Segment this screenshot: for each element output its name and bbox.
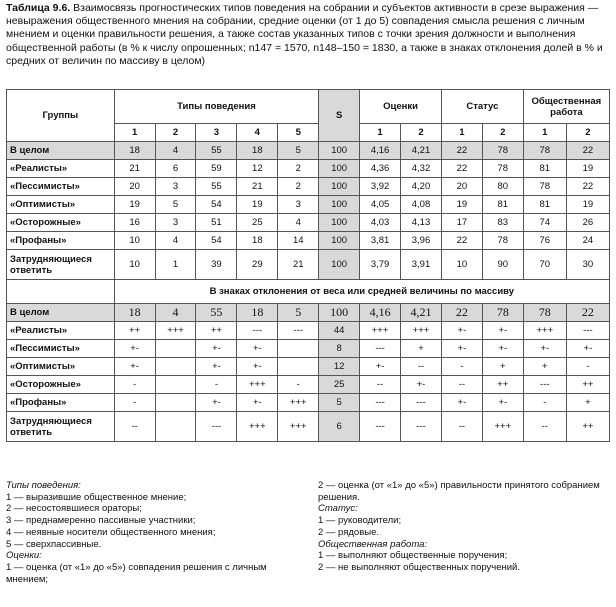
table-cell: +-	[196, 340, 237, 358]
note-line: решения.	[318, 491, 360, 503]
header-row	[7, 90, 610, 124]
table-row	[7, 160, 610, 178]
table-cell: 5	[278, 304, 319, 322]
table-row	[7, 250, 610, 280]
section-title-row	[7, 280, 610, 304]
table-cell: --	[114, 412, 155, 442]
table-cell: 4,21	[401, 304, 442, 322]
header-number: 2	[566, 124, 609, 142]
table-cell: 4	[155, 304, 196, 322]
header-number: 1	[523, 124, 566, 142]
table-cell	[278, 358, 319, 376]
table-cell: -	[196, 376, 237, 394]
row-label: «Пессимисты»	[7, 178, 115, 196]
table-cell: 55	[196, 142, 237, 160]
table-cell: 18	[114, 142, 155, 160]
caption-text: Взаимосвязь прогностических типов поведения на собрании и субъектов активности в срезе выражения — невыражения общественного мнения на собрании, средние оценки (от 1 до 5) совпадения смысла решения с личным мнением и оценки правильности решения, а также состав указанных типов с точки зрения должности и выполнения общественной работы (в % к числу опрошенных; n147 = 1570, n148–150 = 1830, а также в знаках отклонения долей в % и средних от величин по массиву в целом)	[6, 2, 603, 67]
table-cell: ---	[237, 322, 278, 340]
section-title: В знаках отклонения от веса или средней величины по массиву	[114, 280, 609, 304]
table-cell: 4	[155, 142, 196, 160]
table-cell: +	[566, 394, 609, 412]
table-cell: 4,03	[360, 214, 401, 232]
header-ratings: Оценки	[360, 90, 442, 124]
table-cell: +-	[237, 394, 278, 412]
table-cell: 21	[278, 250, 319, 280]
table-cell: +-	[114, 358, 155, 376]
table-cell: 4	[155, 232, 196, 250]
header-number: 1	[360, 124, 401, 142]
table-cell: +++	[278, 412, 319, 442]
note-line: Оценки:	[6, 550, 42, 562]
table-cell: +++	[360, 322, 401, 340]
table-cell: ---	[196, 412, 237, 442]
table-cell: 54	[196, 196, 237, 214]
table-cell: 2	[278, 178, 319, 196]
row-label: «Оптимисты»	[7, 196, 115, 214]
note-line: 2 — рядовые.	[318, 526, 380, 538]
table-cell: 22	[566, 178, 609, 196]
table-cell: 76	[523, 232, 566, 250]
table-cell: --	[360, 376, 401, 394]
table-cell: 59	[196, 160, 237, 178]
table-cell: 5	[155, 196, 196, 214]
header-number: 2	[482, 124, 523, 142]
note-line: 2 — не выполняют общественных поручений.	[318, 561, 521, 573]
table-cell: 80	[482, 178, 523, 196]
table-cell: +-	[482, 322, 523, 340]
table-cell: -	[114, 376, 155, 394]
note-line: 5 — сверхпассивные.	[6, 538, 102, 550]
note-line: 3 — преднамеренно пассивные участники;	[6, 515, 196, 527]
table-cell: +++	[401, 322, 442, 340]
table-row	[7, 214, 610, 232]
row-label: «Пессимисты»	[7, 340, 115, 358]
table-cell: +-	[196, 358, 237, 376]
table-row	[7, 322, 610, 340]
table-cell: 16	[114, 214, 155, 232]
table-caption	[6, 2, 610, 68]
row-label: В целом	[7, 142, 115, 160]
table-cell: 14	[278, 232, 319, 250]
table-cell: 21	[237, 178, 278, 196]
header-number: 4	[237, 124, 278, 142]
header-number: 1	[441, 124, 482, 142]
header-s: S	[319, 90, 360, 142]
table-cell: 44	[319, 322, 360, 340]
table-cell: 81	[482, 196, 523, 214]
table-cell: 4,16	[360, 304, 401, 322]
row-label: В целом	[7, 304, 115, 322]
table-cell: 4,16	[360, 142, 401, 160]
table-cell: 21	[114, 160, 155, 178]
table-cell: 83	[482, 214, 523, 232]
table-cell: 54	[196, 232, 237, 250]
table-cell: 78	[482, 232, 523, 250]
table-cell: 8	[319, 340, 360, 358]
table-cell: ++	[566, 412, 609, 442]
note-line: 1 — выполняют общественные поручения;	[318, 550, 508, 562]
row-label: «Профаны»	[7, 394, 115, 412]
table-cell: 22	[566, 304, 609, 322]
notes-right	[318, 480, 600, 574]
table-cell: --	[523, 412, 566, 442]
table-cell: +-	[523, 340, 566, 358]
row-label: «Профаны»	[7, 232, 115, 250]
table-cell: 22	[441, 304, 482, 322]
note-line: 1 — оценка (от «1» до «5») совпадения решения с личным	[6, 561, 267, 573]
table-cell: +++	[237, 376, 278, 394]
table-cell	[155, 376, 196, 394]
row-label: «Оптимисты»	[7, 358, 115, 376]
table-cell: +-	[482, 340, 523, 358]
table-cell: +-	[237, 340, 278, 358]
table-cell: 100	[319, 214, 360, 232]
table-cell: 5	[278, 142, 319, 160]
note-line: Статус:	[318, 503, 358, 515]
table-cell: 100	[319, 178, 360, 196]
note-line: 4 — неявные носители общественного мнения;	[6, 526, 216, 538]
table-cell: 26	[566, 214, 609, 232]
table-cell: 78	[482, 142, 523, 160]
table-cell: 19	[237, 196, 278, 214]
table-cell: 100	[319, 196, 360, 214]
table-cell: +-	[482, 394, 523, 412]
table-cell: 70	[523, 250, 566, 280]
table-cell: 3	[155, 214, 196, 232]
table-cell: 78	[523, 304, 566, 322]
caption-label: Таблица 9.6.	[6, 2, 71, 14]
table-cell: 78	[482, 160, 523, 178]
table-cell: 24	[566, 232, 609, 250]
table-cell: 6	[319, 412, 360, 442]
table-cell: 81	[523, 160, 566, 178]
table-cell: +-	[237, 358, 278, 376]
header-groups: Группы	[7, 90, 115, 142]
table-cell: ---	[278, 322, 319, 340]
table-cell: 22	[441, 232, 482, 250]
table-cell: +-	[360, 358, 401, 376]
table-cell: +++	[278, 394, 319, 412]
table-cell: 100	[319, 142, 360, 160]
table-cell: 30	[566, 250, 609, 280]
table-cell: 100	[319, 232, 360, 250]
table-row	[7, 196, 610, 214]
table-cell: --	[441, 412, 482, 442]
notes-left	[6, 480, 267, 585]
table-cell: 18	[237, 232, 278, 250]
table-cell: 12	[237, 160, 278, 178]
table-cell: +++	[155, 322, 196, 340]
table-row	[7, 358, 610, 376]
table-cell: 1	[155, 250, 196, 280]
table-cell: 20	[441, 178, 482, 196]
table-cell: 3,91	[401, 250, 442, 280]
table-cell: 3	[155, 178, 196, 196]
table-cell: -	[441, 358, 482, 376]
table-cell: 18	[237, 142, 278, 160]
table-cell: 100	[319, 250, 360, 280]
header-number: 5	[278, 124, 319, 142]
section-spacer	[7, 280, 115, 304]
table-cell: 22	[441, 160, 482, 178]
header-types: Типы поведения	[114, 90, 319, 124]
table-cell: 55	[196, 304, 237, 322]
table-cell: 4,36	[360, 160, 401, 178]
note-line: Общественная работа:	[318, 538, 428, 550]
table-cell: ++	[114, 322, 155, 340]
table-cell: 51	[196, 214, 237, 232]
table-row	[7, 232, 610, 250]
table-cell: 3,96	[401, 232, 442, 250]
table-cell: 19	[441, 196, 482, 214]
table-cell: +++	[237, 412, 278, 442]
table-cell: --	[401, 358, 442, 376]
header-number: 3	[196, 124, 237, 142]
table-cell: +-	[441, 322, 482, 340]
data-table	[6, 89, 610, 442]
table-cell: +-	[401, 376, 442, 394]
table-cell: 22	[441, 142, 482, 160]
table-cell: 19	[566, 160, 609, 178]
table-cell: +-	[114, 340, 155, 358]
table-cell: 3	[278, 196, 319, 214]
table-cell: +++	[482, 412, 523, 442]
table-cell: 39	[196, 250, 237, 280]
table-cell: 10	[114, 250, 155, 280]
table-cell	[155, 394, 196, 412]
table-cell: +	[401, 340, 442, 358]
table-cell: 18	[114, 304, 155, 322]
table-cell	[155, 340, 196, 358]
note-line: Типы поведения:	[6, 480, 81, 491]
table-cell: 18	[237, 304, 278, 322]
table-cell: +	[523, 358, 566, 376]
table-cell: ++	[566, 376, 609, 394]
table-cell: -	[114, 394, 155, 412]
row-label: «Осторожные»	[7, 376, 115, 394]
table-cell: 6	[155, 160, 196, 178]
row-label: «Осторожные»	[7, 214, 115, 232]
header-status: Статус	[441, 90, 523, 124]
table-cell: 10	[441, 250, 482, 280]
table-row	[7, 394, 610, 412]
note-line: 1 — руководители;	[318, 515, 402, 527]
note-line: мнением;	[6, 573, 49, 585]
table-cell: 4,08	[401, 196, 442, 214]
table-cell: +++	[523, 322, 566, 340]
table-cell: 22	[566, 142, 609, 160]
table-cell: 20	[114, 178, 155, 196]
table-cell: ---	[401, 394, 442, 412]
table-row	[7, 142, 610, 160]
table-cell: -	[278, 376, 319, 394]
header-number: 1	[114, 124, 155, 142]
table-cell: ---	[523, 376, 566, 394]
table-cell: 81	[523, 196, 566, 214]
table-cell: ---	[360, 340, 401, 358]
note-line: 1 — выразившие общественное мнение;	[6, 491, 187, 503]
table-row	[7, 376, 610, 394]
table-cell: 4,32	[401, 160, 442, 178]
table-cell: 19	[114, 196, 155, 214]
table-cell: 25	[237, 214, 278, 232]
note-line: 2 — несостоявшиеся ораторы;	[6, 503, 142, 515]
table-cell: 78	[523, 142, 566, 160]
table-cell: 78	[482, 304, 523, 322]
table-cell: 25	[319, 376, 360, 394]
table-row	[7, 304, 610, 322]
header-social: Общественная работа	[523, 90, 609, 124]
table-cell: 17	[441, 214, 482, 232]
table-cell: 19	[566, 196, 609, 214]
table-cell: ---	[360, 412, 401, 442]
table-cell: 2	[278, 160, 319, 178]
table-cell: 4,13	[401, 214, 442, 232]
table-cell: --	[441, 376, 482, 394]
table-cell: +-	[566, 340, 609, 358]
table-cell: 100	[319, 160, 360, 178]
table-cell: 100	[319, 304, 360, 322]
table-cell: +-	[196, 394, 237, 412]
row-label: Затрудняющиеся ответить	[7, 412, 115, 442]
table-cell: 29	[237, 250, 278, 280]
table-cell: 5	[319, 394, 360, 412]
table-cell	[278, 340, 319, 358]
table-cell: +	[482, 358, 523, 376]
table-cell: 4	[278, 214, 319, 232]
header-number: 2	[155, 124, 196, 142]
table-cell: 4,21	[401, 142, 442, 160]
table-cell: 4,05	[360, 196, 401, 214]
table-row	[7, 412, 610, 442]
note-line: 2 — оценка (от «1» до «5») правильности принятого собранием	[318, 480, 600, 491]
table-cell: 12	[319, 358, 360, 376]
table-cell	[155, 358, 196, 376]
table-cell: ++	[482, 376, 523, 394]
table-cell: 90	[482, 250, 523, 280]
table-cell: 3,79	[360, 250, 401, 280]
table-cell: 78	[523, 178, 566, 196]
row-label: Затрудняющиеся ответить	[7, 250, 115, 280]
table-cell: 4,20	[401, 178, 442, 196]
table-cell: 55	[196, 178, 237, 196]
header-number: 2	[401, 124, 442, 142]
table-row	[7, 178, 610, 196]
table-cell: ---	[360, 394, 401, 412]
table-cell: +-	[441, 340, 482, 358]
table-cell: -	[523, 394, 566, 412]
table-cell: 3,81	[360, 232, 401, 250]
table-cell: 74	[523, 214, 566, 232]
table-cell: 10	[114, 232, 155, 250]
table-cell: 3,92	[360, 178, 401, 196]
table-row	[7, 340, 610, 358]
table-cell: ++	[196, 322, 237, 340]
row-label: «Реалисты»	[7, 160, 115, 178]
row-label: «Реалисты»	[7, 322, 115, 340]
table-cell: -	[566, 358, 609, 376]
table-cell: +-	[441, 394, 482, 412]
table-cell	[155, 412, 196, 442]
table-cell: ---	[566, 322, 609, 340]
table-cell: ---	[401, 412, 442, 442]
